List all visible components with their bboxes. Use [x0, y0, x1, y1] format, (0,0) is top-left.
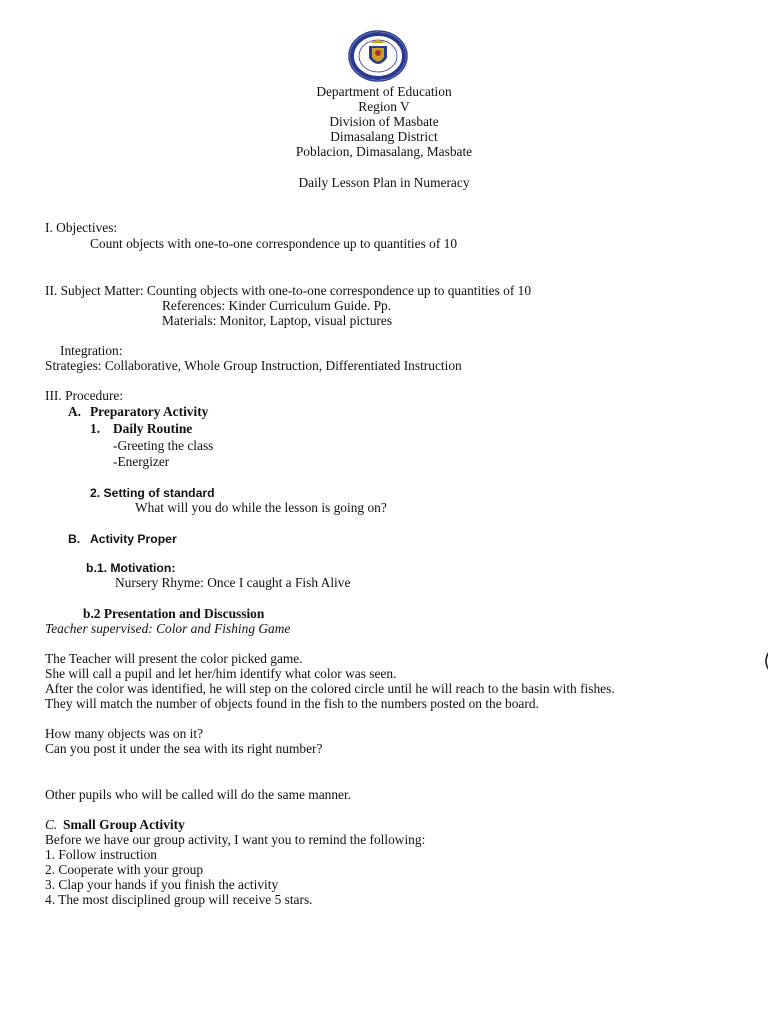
paragraph-line-3: After the color was identified, he will step on the colored circle until he will reach to the basin with fishes.	[45, 681, 615, 696]
question-1: How many objects was on it?	[45, 726, 204, 741]
list-item: 2. Cooperate with your group	[45, 862, 204, 877]
header-division: Division of Masbate	[329, 114, 439, 129]
strategies-text: Strategies: Collaborative, Whole Group Instruction, Differentiated Instruction	[45, 358, 462, 373]
other-pupils-text: Other pupils who will be called will do the same manner.	[45, 787, 352, 802]
edge-bracket-mark	[761, 650, 768, 672]
procedure-heading: III. Procedure:	[45, 388, 124, 403]
setting-of-standard-text: What will you do while the lesson is going on?	[135, 500, 387, 515]
small-group-intro: Before we have our group activity, I want you to remind the following:	[45, 832, 426, 847]
deped-seal-icon	[348, 30, 408, 82]
motivation-heading: b.1. Motivation:	[86, 561, 176, 575]
header-district: Dimasalang District	[330, 129, 438, 144]
objectives-heading: I. Objectives:	[45, 220, 118, 235]
header-address: Poblacion, Dimasalang, Masbate	[295, 144, 473, 159]
subject-matter-heading: II. Subject Matter: Counting objects with one-to-one correspondence up to quantities of 10	[45, 283, 532, 298]
list-item: 1. Follow instruction	[45, 847, 157, 862]
preparatory-activity-heading: Preparatory Activity	[90, 404, 209, 419]
section-a-marker: A.	[68, 404, 82, 419]
section-c-marker: C.	[45, 817, 58, 832]
header-department: Department of Education	[316, 84, 452, 99]
greeting-item: -Greeting the class	[113, 438, 214, 453]
paragraph-line-2: She will call a pupil and let her/him identify what color was seen.	[45, 666, 397, 681]
activity-proper-heading: Activity Proper	[90, 532, 177, 546]
setting-of-standard-heading: 2. Setting of standard	[90, 486, 215, 500]
header-region: Region V	[358, 99, 410, 114]
objectives-text: Count objects with one-to-one correspondence up to quantities of 10	[90, 236, 458, 251]
materials-text: Materials: Monitor, Laptop, visual pictures	[162, 313, 393, 328]
energizer-item: -Energizer	[113, 454, 170, 469]
references-text: References: Kinder Curriculum Guide. Pp.	[162, 298, 392, 313]
paragraph-line-4: They will match the number of objects found in the fish to the numbers posted on the board.	[45, 696, 539, 711]
paragraph-line-1: The Teacher will present the color picked game.	[45, 651, 303, 666]
question-2: Can you post it under the sea with its right number?	[45, 741, 323, 756]
daily-routine-heading: Daily Routine	[113, 421, 193, 436]
presentation-heading: b.2 Presentation and Discussion	[83, 606, 265, 621]
motivation-text: Nursery Rhyme: Once I caught a Fish Alive	[115, 575, 351, 590]
section-b-marker: B.	[68, 532, 81, 546]
list-item: 4. The most disciplined group will receive 5 stars.	[45, 892, 313, 907]
list-item: 3. Clap your hands if you finish the activity	[45, 877, 279, 892]
teacher-supervised-subtitle: Teacher supervised: Color and Fishing Game	[45, 621, 291, 636]
integration-label: Integration:	[60, 343, 123, 358]
document-title: Daily Lesson Plan in Numeracy	[298, 175, 470, 190]
small-group-activity-heading: Small Group Activity	[63, 817, 185, 832]
daily-routine-marker: 1.	[90, 421, 101, 436]
